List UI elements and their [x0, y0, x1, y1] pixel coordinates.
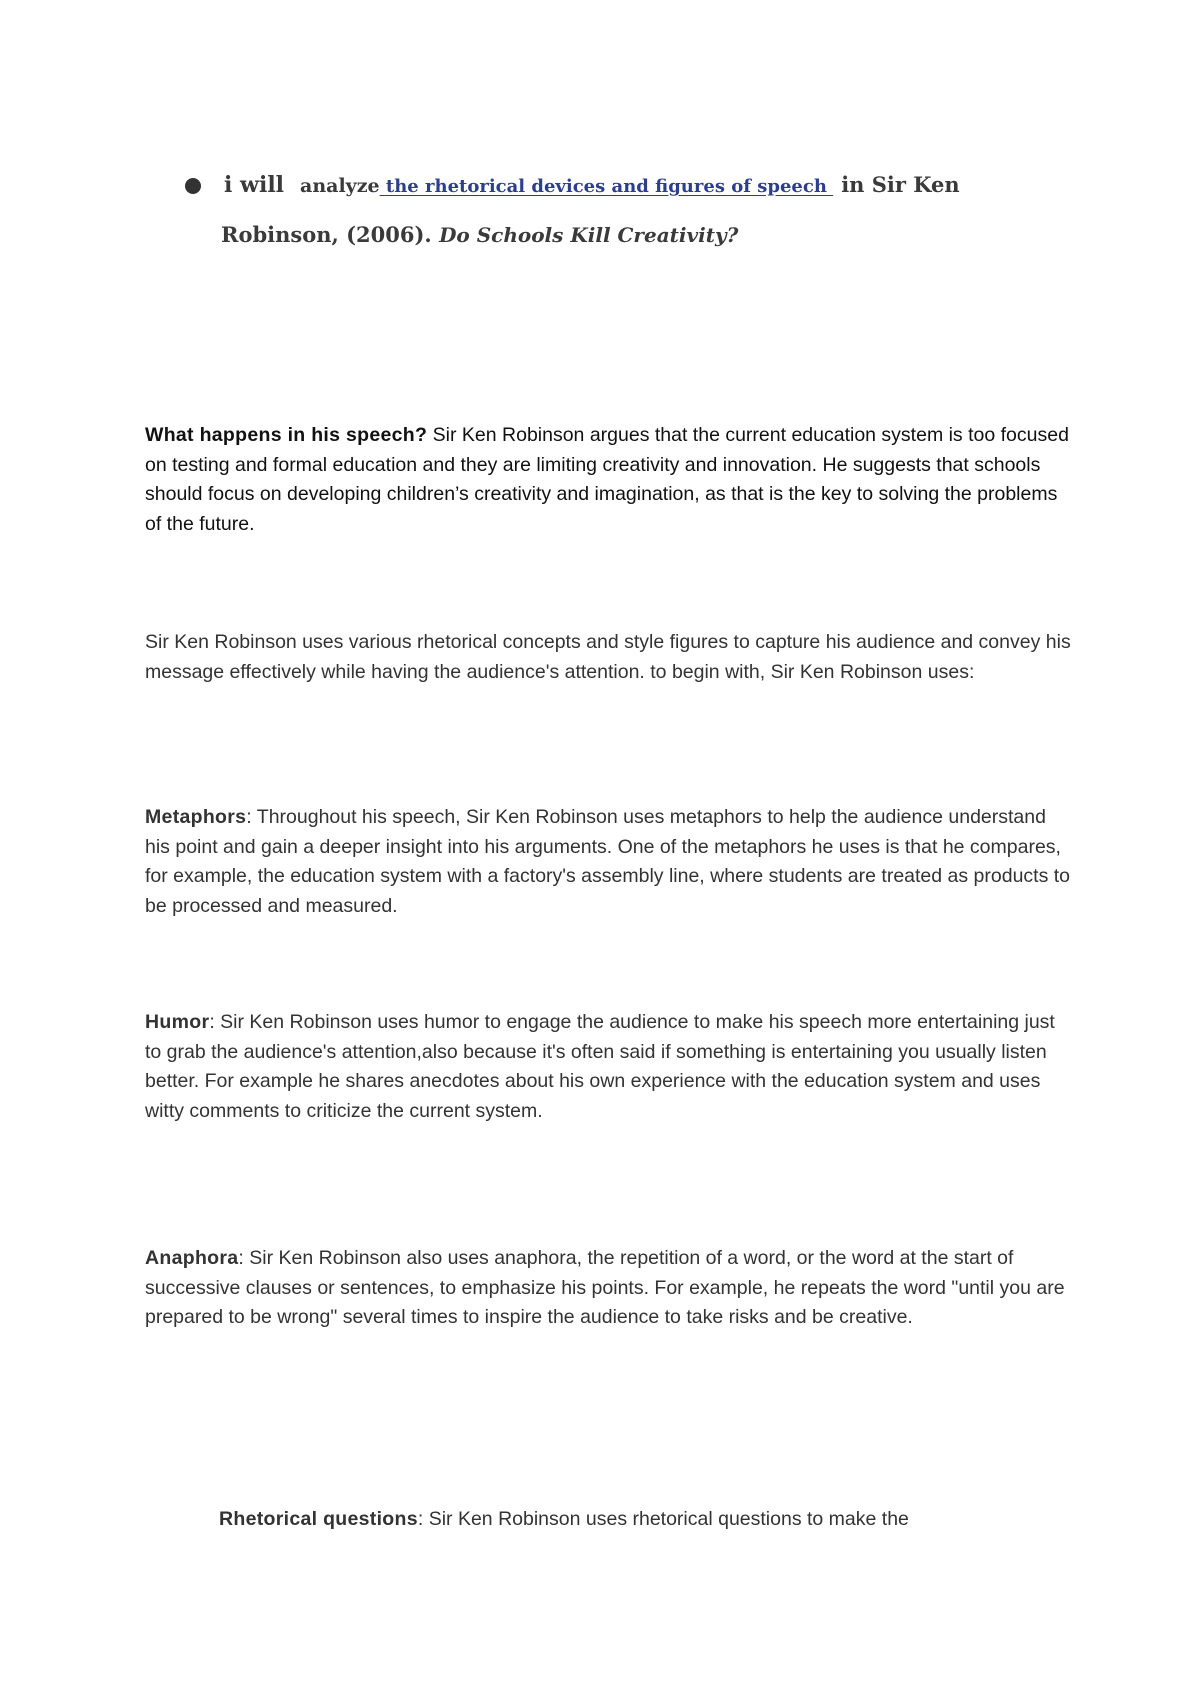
objective-analyze: analyze: [300, 175, 380, 197]
intro-text: Sir Ken Robinson uses various rhetorical concepts and style figures to capture his audience and convey his message effectively while having the audience's attention. to begin with, Sir Ken Robinson uses:: [145, 631, 1071, 683]
paragraph-what-happens: [145, 421, 1075, 539]
what-happens-label: What happens in his speech?: [145, 424, 428, 446]
objective-tail: in Sir Ken: [841, 172, 960, 197]
objective-link[interactable]: the rhetorical devices and figures of speech: [379, 176, 834, 197]
rhetorical-questions-label: Rhetorical questions: [219, 1508, 418, 1530]
bullet-dot-icon: [185, 178, 201, 194]
what-happens-text: Sir Ken Robinson argues that the current education system is too focused on testing and formal education and they are limiting creativity and innovation. He suggests that schools should focus on developing children’s creativity and imagination, as that is the key to solving the problems of the future.: [145, 424, 1069, 535]
humor-label: Humor: [145, 1011, 210, 1033]
objective-talk-title: Do Schools Kill Creativity?: [439, 223, 739, 247]
objective-line-2: [221, 210, 738, 260]
metaphors-text: : Throughout his speech, Sir Ken Robinson uses metaphors to help the audience understand his point and gain a deeper insight into his arguments. One of the metaphors he uses is that he compares, for example, the education system with a factory's assembly line, where students are treated as products to be processed and measured.: [145, 806, 1071, 917]
rhetorical-questions-text: : Sir Ken Robinson uses rhetorical questions to make the: [417, 1508, 909, 1530]
paragraph-rhetorical-questions: [219, 1505, 1079, 1535]
paragraph-intro: [145, 628, 1075, 687]
anaphora-label: Anaphora: [145, 1247, 239, 1269]
anaphora-text: : Sir Ken Robinson also uses anaphora, the repetition of a word, or the word at the start of successive clauses or sentences, to emphasize his points. For example, he repeats the word "until you are prepared to be wrong" several times to inspire the audience to take risks and be creative.: [145, 1247, 1065, 1328]
objective-citation: Robinson, (2006).: [221, 222, 440, 247]
paragraph-anaphora: [145, 1244, 1075, 1333]
paragraph-metaphors: [145, 803, 1075, 921]
paragraph-humor: [145, 1008, 1075, 1126]
objective-i-will: i will: [224, 172, 285, 198]
humor-text: : Sir Ken Robinson uses humor to engage the audience to make his speech more entertaining just to grab the audience's attention,also because it's often said if something is entertaining you usually listen better. For example he shares anecdotes about his own experience with the education system and uses witty comments to criticize the current system.: [145, 1011, 1055, 1122]
metaphors-label: Metaphors: [145, 806, 247, 828]
objective-line-1: [224, 160, 960, 212]
